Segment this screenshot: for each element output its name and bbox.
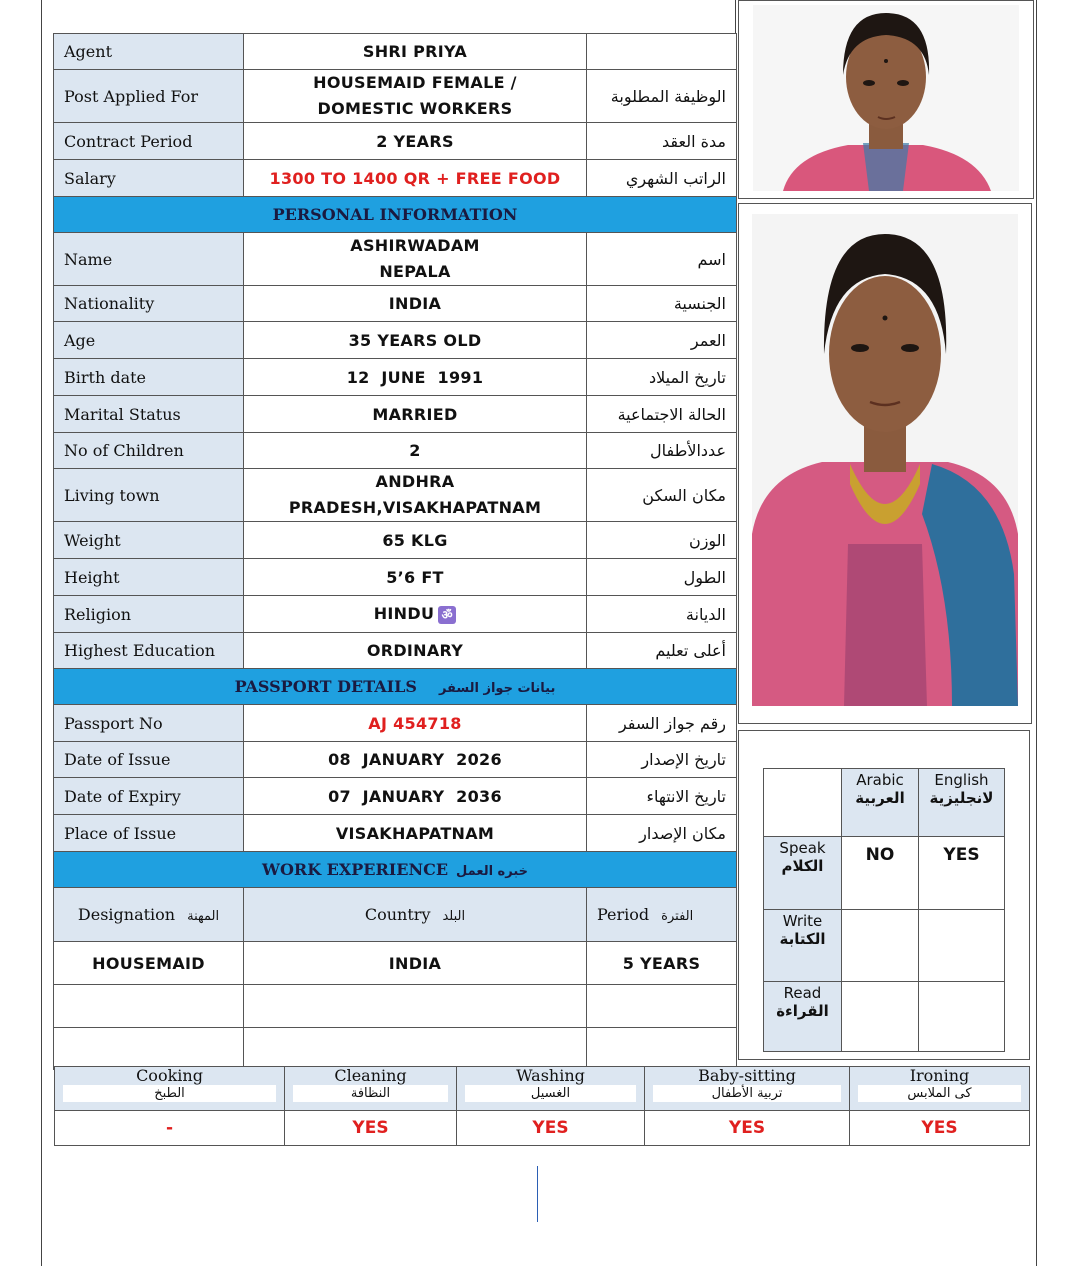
candidate-photo-large <box>752 214 1018 706</box>
row-label: Marital Status <box>54 396 244 433</box>
passport-row <box>54 778 737 815</box>
write-arabic <box>842 910 919 982</box>
skill-name-ar: كى الملابس <box>858 1085 1021 1102</box>
row-arabic: الوزن <box>587 522 737 559</box>
name-line1: ASHIRWADAM <box>350 236 480 255</box>
row-arabic: تاريخ الانتهاء <box>587 778 737 815</box>
english-header <box>919 769 1005 837</box>
work-country: INDIA <box>244 942 587 985</box>
row-label: Weight <box>54 522 244 559</box>
skill-name-ar: الطبخ <box>63 1085 276 1102</box>
period-header <box>587 888 737 942</box>
skill-name: Washing <box>516 1066 585 1085</box>
skill-value: YES <box>850 1111 1030 1146</box>
skill-value: YES <box>645 1111 850 1146</box>
lang-row <box>764 982 1005 1052</box>
arabic-header-en: Arabic <box>856 771 904 789</box>
row-value: INDIA <box>244 286 587 322</box>
religion-arabic: الديانة <box>587 596 737 633</box>
empty-cell <box>587 985 737 1028</box>
skill-name: Cooking <box>136 1066 203 1085</box>
passport-no-row <box>54 705 737 742</box>
write-label-ar: الكتابة <box>779 930 826 948</box>
personal-row <box>54 522 737 559</box>
row-label: Nationality <box>54 286 244 322</box>
speak-label <box>764 837 842 910</box>
religion-row <box>54 596 737 633</box>
education-row <box>54 633 737 669</box>
top-blank-cell <box>53 0 736 34</box>
salary-value: 1300 TO 1400 QR + FREE FOOD <box>244 160 587 197</box>
work-section-header <box>54 852 737 888</box>
post-value-line2: DOMESTIC WORKERS <box>317 99 513 118</box>
work-header-row <box>54 888 737 942</box>
skill-header <box>55 1067 285 1111</box>
page-border-right <box>1036 0 1037 1266</box>
work-title-ar: خبره العمل <box>456 864 528 879</box>
living-row <box>54 469 737 522</box>
row-arabic: تاريخ الميلاد <box>587 359 737 396</box>
post-arabic: الوظيفة المطلوبة <box>587 70 737 123</box>
education-arabic: أعلى تعليم <box>587 633 737 669</box>
speak-label-en: Speak <box>779 839 826 857</box>
passport-no-label: Passport No <box>54 705 244 742</box>
arabic-header-ar: العربية <box>855 789 905 807</box>
skill-value: YES <box>285 1111 457 1146</box>
lang-row <box>764 837 1005 910</box>
salary-label: Salary <box>54 160 244 197</box>
row-arabic: تاريخ الإصدار <box>587 742 737 778</box>
read-label <box>764 982 842 1052</box>
post-value-line1: HOUSEMAID FEMALE / <box>313 73 517 92</box>
skill-header <box>850 1067 1030 1111</box>
english-header-ar: لانجليزية <box>929 789 994 807</box>
passport-title-ar: بيانات جواز السفر <box>438 681 556 696</box>
row-label: Date of Expiry <box>54 778 244 815</box>
work-entry-row <box>54 942 737 985</box>
agent-row <box>54 34 737 70</box>
period-header-ar: الفترة <box>661 909 694 924</box>
passport-no-arabic: رقم جواز السفر <box>587 705 737 742</box>
english-header-en: English <box>934 771 989 789</box>
row-label: Height <box>54 559 244 596</box>
country-header-ar: البلد <box>442 909 466 924</box>
religion-text: HINDU <box>373 604 435 624</box>
living-value <box>244 469 587 522</box>
skill-name: Baby-sitting <box>698 1066 796 1085</box>
read-label-ar: القراءة <box>776 1002 829 1020</box>
row-label: Place of Issue <box>54 815 244 852</box>
application-table <box>53 33 737 1070</box>
skills-header-row <box>55 1067 1030 1111</box>
passport-section-title <box>54 669 737 705</box>
row-value: 07 JANUARY 2036 <box>244 778 587 815</box>
country-header <box>244 888 587 942</box>
row-value: VISAKHAPATNAM <box>244 815 587 852</box>
skill-value: YES <box>457 1111 645 1146</box>
post-label: Post Applied For <box>54 70 244 123</box>
skill-value: - <box>55 1111 285 1146</box>
work-empty-row <box>54 985 737 1028</box>
empty-cell <box>54 1028 244 1070</box>
lang-corner-cell <box>764 769 842 837</box>
agent-label: Agent <box>54 34 244 70</box>
contract-arabic: مدة العقد <box>587 123 737 160</box>
contract-row <box>54 123 737 160</box>
row-value: 35 YEARS OLD <box>244 322 587 359</box>
passport-row <box>54 742 737 778</box>
speak-english: YES <box>919 837 1005 910</box>
skills-value-row <box>55 1111 1030 1146</box>
work-designation: HOUSEMAID <box>54 942 244 985</box>
passport-no-value: AJ 454718 <box>244 705 587 742</box>
skill-header <box>285 1067 457 1111</box>
arabic-header <box>842 769 919 837</box>
row-label: Date of Issue <box>54 742 244 778</box>
row-arabic: العمر <box>587 322 737 359</box>
empty-cell <box>587 1028 737 1070</box>
row-value: 12 JUNE 1991 <box>244 359 587 396</box>
passport-row <box>54 815 737 852</box>
language-table <box>763 768 1005 1052</box>
name-line2: NEPALA <box>379 262 451 281</box>
work-empty-row <box>54 1028 737 1070</box>
lang-row <box>764 910 1005 982</box>
religion-value <box>244 596 587 633</box>
empty-cell <box>244 985 587 1028</box>
row-arabic: عددالأطفال <box>587 433 737 469</box>
contract-value: 2 YEARS <box>244 123 587 160</box>
name-arabic: اسم <box>587 233 737 286</box>
write-label-en: Write <box>782 912 823 930</box>
photo-frame-small <box>738 0 1034 199</box>
row-arabic: الجنسية <box>587 286 737 322</box>
personal-row <box>54 286 737 322</box>
work-section-title <box>54 852 737 888</box>
designation-header-ar: المهنة <box>187 909 220 924</box>
photo-frame-large <box>738 203 1032 724</box>
lang-header-row <box>764 769 1005 837</box>
name-label: Name <box>54 233 244 286</box>
designation-header <box>54 888 244 942</box>
row-value: 5’6 FT <box>244 559 587 596</box>
living-line1: ANDHRA <box>375 472 455 491</box>
row-label: Birth date <box>54 359 244 396</box>
passport-title-en: PASSPORT DETAILS <box>234 677 417 696</box>
speak-arabic: NO <box>842 837 919 910</box>
row-arabic: الحالة الاجتماعية <box>587 396 737 433</box>
read-english <box>919 982 1005 1052</box>
skills-table <box>54 1066 1030 1146</box>
living-arabic: مكان السكن <box>587 469 737 522</box>
row-label: Age <box>54 322 244 359</box>
post-row <box>54 70 737 123</box>
speak-label-ar: الكلام <box>781 857 824 875</box>
empty-cell <box>244 1028 587 1070</box>
period-header-en: Period <box>597 905 650 924</box>
name-value <box>244 233 587 286</box>
salary-row <box>54 160 737 197</box>
row-arabic: مكان الإصدار <box>587 815 737 852</box>
salary-arabic: الراتب الشهري <box>587 160 737 197</box>
skill-header <box>457 1067 645 1111</box>
om-icon: ॐ <box>438 606 456 624</box>
page-border-left <box>41 0 42 1266</box>
row-value: 08 JANUARY 2026 <box>244 742 587 778</box>
country-header-en: Country <box>364 905 431 924</box>
write-label <box>764 910 842 982</box>
read-label-en: Read <box>783 984 822 1002</box>
agent-arabic <box>587 34 737 70</box>
personal-row <box>54 396 737 433</box>
empty-cell <box>54 985 244 1028</box>
post-value <box>244 70 587 123</box>
living-line2: PRADESH,VISAKHAPATNAM <box>288 498 542 517</box>
education-value: ORDINARY <box>244 633 587 669</box>
row-label: No of Children <box>54 433 244 469</box>
living-label: Living town <box>54 469 244 522</box>
personal-row <box>54 559 737 596</box>
write-english <box>919 910 1005 982</box>
skill-name-ar: تربية الأطفال <box>653 1085 841 1102</box>
candidate-photo-small <box>753 5 1019 191</box>
skill-header <box>645 1067 850 1111</box>
passport-section-header <box>54 669 737 705</box>
personal-section-header <box>54 197 737 233</box>
personal-row <box>54 322 737 359</box>
contract-label: Contract Period <box>54 123 244 160</box>
personal-row <box>54 359 737 396</box>
work-period: 5 YEARS <box>587 942 737 985</box>
skill-name: Ironing <box>909 1066 970 1085</box>
skill-name-ar: النظافة <box>293 1085 448 1102</box>
personal-section-title: PERSONAL INFORMATION <box>54 197 737 233</box>
education-label: Highest Education <box>54 633 244 669</box>
row-value: 65 KLG <box>244 522 587 559</box>
row-value: 2 <box>244 433 587 469</box>
row-value: MARRIED <box>244 396 587 433</box>
row-arabic: الطول <box>587 559 737 596</box>
skill-name: Cleaning <box>334 1066 407 1085</box>
text-cursor <box>537 1166 538 1222</box>
read-arabic <box>842 982 919 1052</box>
skill-name-ar: الغسيل <box>465 1085 636 1102</box>
designation-header-en: Designation <box>77 905 176 924</box>
religion-label: Religion <box>54 596 244 633</box>
work-title-en: WORK EXPERIENCE <box>261 860 449 879</box>
agent-value: SHRI PRIYA <box>244 34 587 70</box>
name-row <box>54 233 737 286</box>
personal-row <box>54 433 737 469</box>
